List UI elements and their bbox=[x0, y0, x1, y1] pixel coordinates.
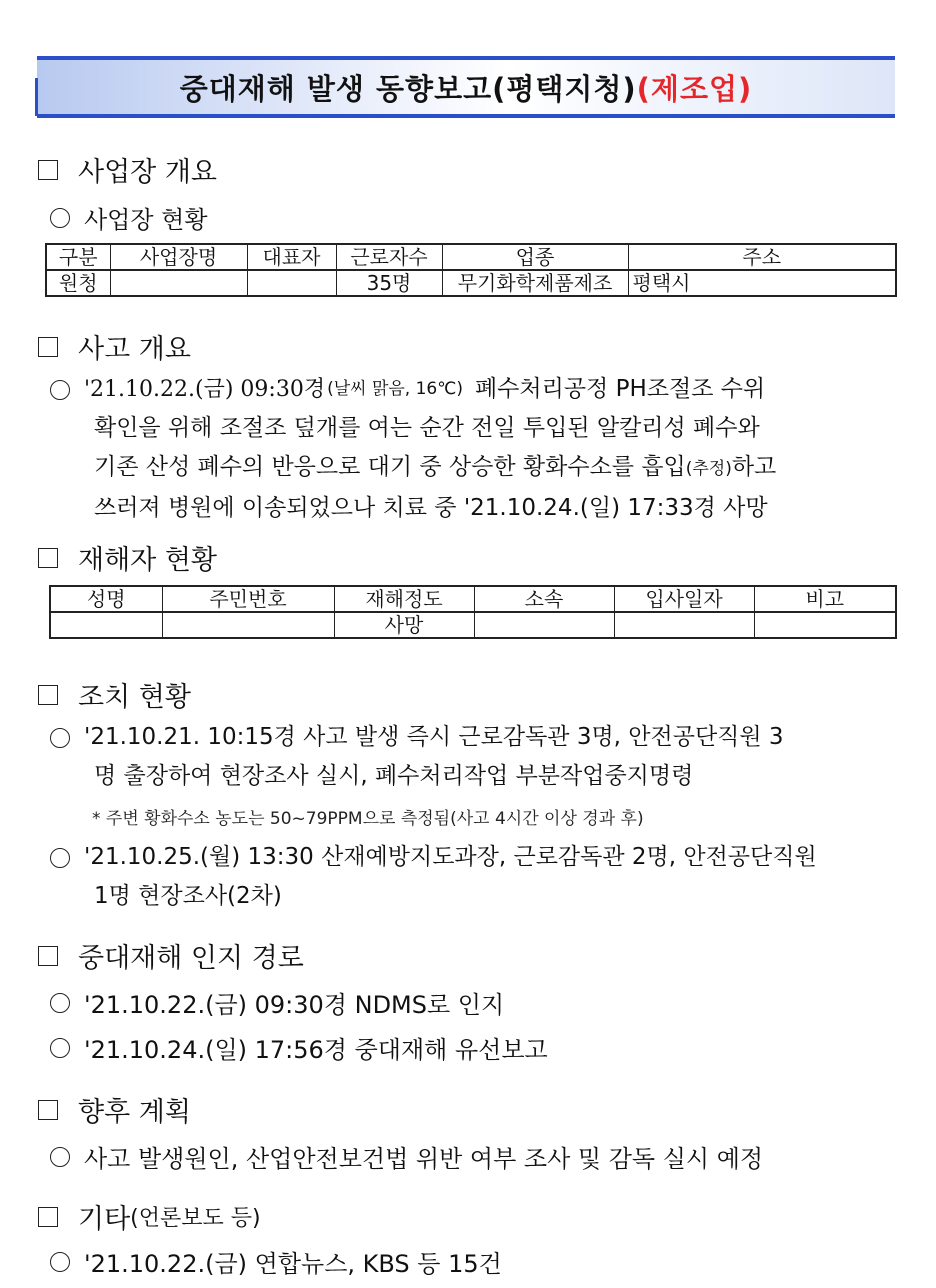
section-title: 향후 계획 bbox=[78, 1097, 191, 1128]
section-heading-awareness bbox=[38, 936, 304, 975]
table-cell bbox=[754, 612, 896, 638]
accident-summary bbox=[50, 370, 900, 528]
section-heading-accident bbox=[38, 327, 191, 366]
table-header-cell: 재해정도 bbox=[334, 586, 474, 612]
table-header-cell: 업종 bbox=[442, 244, 628, 270]
table-header-cell: 성명 bbox=[50, 586, 162, 612]
circle-bullet-icon bbox=[50, 1038, 70, 1058]
action-text: '21.10.25.(월) 13:30 산재예방지도과장, 근로감독관 2명, 안전공단직원 bbox=[84, 844, 817, 870]
page-title bbox=[180, 67, 752, 108]
awareness-text: '21.10.24.(일) 17:56경 중대재해 유선보고 bbox=[84, 1036, 548, 1064]
table-cell: 원청 bbox=[46, 270, 110, 296]
awareness-item-2 bbox=[50, 1030, 548, 1065]
table-header-cell: 입사일자 bbox=[614, 586, 754, 612]
table-header-row bbox=[50, 586, 896, 612]
circle-bullet-icon bbox=[50, 848, 70, 868]
accident-text: 기존 산성 폐수의 반응으로 대기 중 상승한 황화수소를 흡입 bbox=[94, 454, 686, 480]
title-main: 중대재해 발생 동향보고(평택지청) bbox=[179, 71, 637, 106]
table-cell bbox=[162, 612, 334, 638]
estimate-note: (추정) bbox=[685, 459, 732, 479]
section-heading-actions bbox=[38, 675, 191, 714]
gas-note: * 주변 황화수소 농도는 50~79PPM으로 측정됨(사고 4시간 이상 경과 후) bbox=[92, 809, 644, 829]
table-cell bbox=[614, 612, 754, 638]
plan-text: 사고 발생원인, 산업안전보건법 위반 여부 조사 및 감독 실시 예정 bbox=[84, 1145, 764, 1173]
circle-bullet-icon bbox=[50, 1252, 70, 1272]
square-bullet-icon bbox=[38, 1207, 58, 1227]
action-line-3 bbox=[50, 838, 900, 877]
table-cell: 평택시 bbox=[628, 270, 896, 296]
circle-bullet-icon bbox=[50, 993, 70, 1013]
section-title: 중대재해 인지 경로 bbox=[78, 943, 304, 974]
accident-date: '21.10.22.(금) 09:30경 bbox=[84, 377, 326, 402]
action-line-2: 명 출장하여 현장조사 실시, 폐수처리작업 부분작업중지명령 bbox=[94, 763, 694, 789]
square-bullet-icon bbox=[38, 946, 58, 966]
section-title-suffix: (언론보도 등) bbox=[130, 1206, 261, 1231]
action-line-1 bbox=[50, 718, 900, 757]
table-cell bbox=[247, 270, 336, 296]
accident-text: 하고 bbox=[731, 454, 777, 480]
title-tag: (제조업) bbox=[636, 71, 753, 106]
table-header-row bbox=[46, 244, 896, 270]
etc-text: '21.10.22.(금) 연합뉴스, KBS 등 15건 bbox=[84, 1250, 502, 1278]
table-cell bbox=[474, 612, 614, 638]
action-item-1 bbox=[50, 718, 900, 796]
square-bullet-icon bbox=[38, 685, 58, 705]
table-row bbox=[50, 612, 896, 638]
square-bullet-icon bbox=[38, 548, 58, 568]
title-accent bbox=[35, 78, 38, 116]
circle-bullet-icon bbox=[50, 728, 70, 748]
table-header-cell: 대표자 bbox=[247, 244, 336, 270]
section-heading-plan bbox=[38, 1090, 191, 1129]
subsection-title: 사업장 현황 bbox=[84, 206, 208, 234]
table-cell bbox=[110, 270, 247, 296]
section-title: 기타 bbox=[78, 1204, 131, 1235]
accident-line-3 bbox=[50, 448, 900, 489]
victim-table bbox=[49, 585, 897, 639]
etc-item-1 bbox=[50, 1244, 502, 1279]
action-text: '21.10.21. 10:15경 사고 발생 즉시 근로감독관 3명, 안전공단직원 3 bbox=[84, 724, 784, 750]
section-title: 사업장 개요 bbox=[78, 157, 217, 188]
table-header-cell: 소속 bbox=[474, 586, 614, 612]
circle-bullet-icon bbox=[50, 208, 70, 228]
awareness-item-1 bbox=[50, 985, 504, 1020]
section-title: 재해자 현황 bbox=[78, 545, 217, 576]
table-cell bbox=[50, 612, 162, 638]
awareness-text: '21.10.22.(금) 09:30경 NDMS로 인지 bbox=[84, 991, 505, 1019]
accident-line-2: 확인을 위해 조절조 덮개를 여는 순간 전일 투입된 알칼리성 폐수와 bbox=[94, 415, 760, 441]
accident-line-1 bbox=[50, 370, 900, 409]
square-bullet-icon bbox=[38, 337, 58, 357]
table-header-cell: 사업장명 bbox=[110, 244, 247, 270]
plan-item-1 bbox=[50, 1139, 763, 1174]
table-header-cell: 비고 bbox=[754, 586, 896, 612]
weather-note: (날씨 맑음, 16℃) bbox=[327, 379, 463, 399]
action-line-4: 1명 현장조사(2차) bbox=[94, 883, 282, 909]
table-cell: 사망 bbox=[334, 612, 474, 638]
title-banner bbox=[37, 56, 895, 118]
accident-line-4: 쓰러져 병원에 이송되었으나 치료 중 '21.10.24.(일) 17:33경 사망 bbox=[94, 495, 768, 521]
section-heading-overview bbox=[38, 150, 217, 189]
subsection-site-status bbox=[50, 200, 208, 235]
site-table bbox=[45, 243, 897, 297]
section-title: 조치 현황 bbox=[78, 682, 191, 713]
table-header-cell: 근로자수 bbox=[336, 244, 442, 270]
section-heading-victim bbox=[38, 538, 217, 577]
section-title: 사고 개요 bbox=[78, 334, 191, 365]
square-bullet-icon bbox=[38, 160, 58, 180]
action-item-2 bbox=[50, 838, 900, 916]
table-row bbox=[46, 270, 896, 296]
section-heading-etc bbox=[38, 1197, 261, 1236]
circle-bullet-icon bbox=[50, 1147, 70, 1167]
table-header-cell: 주민번호 bbox=[162, 586, 334, 612]
table-cell: 무기화학제품제조 bbox=[442, 270, 628, 296]
circle-bullet-icon bbox=[50, 380, 70, 400]
square-bullet-icon bbox=[38, 1100, 58, 1120]
table-cell: 35명 bbox=[336, 270, 442, 296]
accident-text: 폐수처리공정 PH조절조 수위 bbox=[474, 376, 766, 402]
table-header-cell: 주소 bbox=[628, 244, 896, 270]
table-header-cell: 구분 bbox=[46, 244, 110, 270]
